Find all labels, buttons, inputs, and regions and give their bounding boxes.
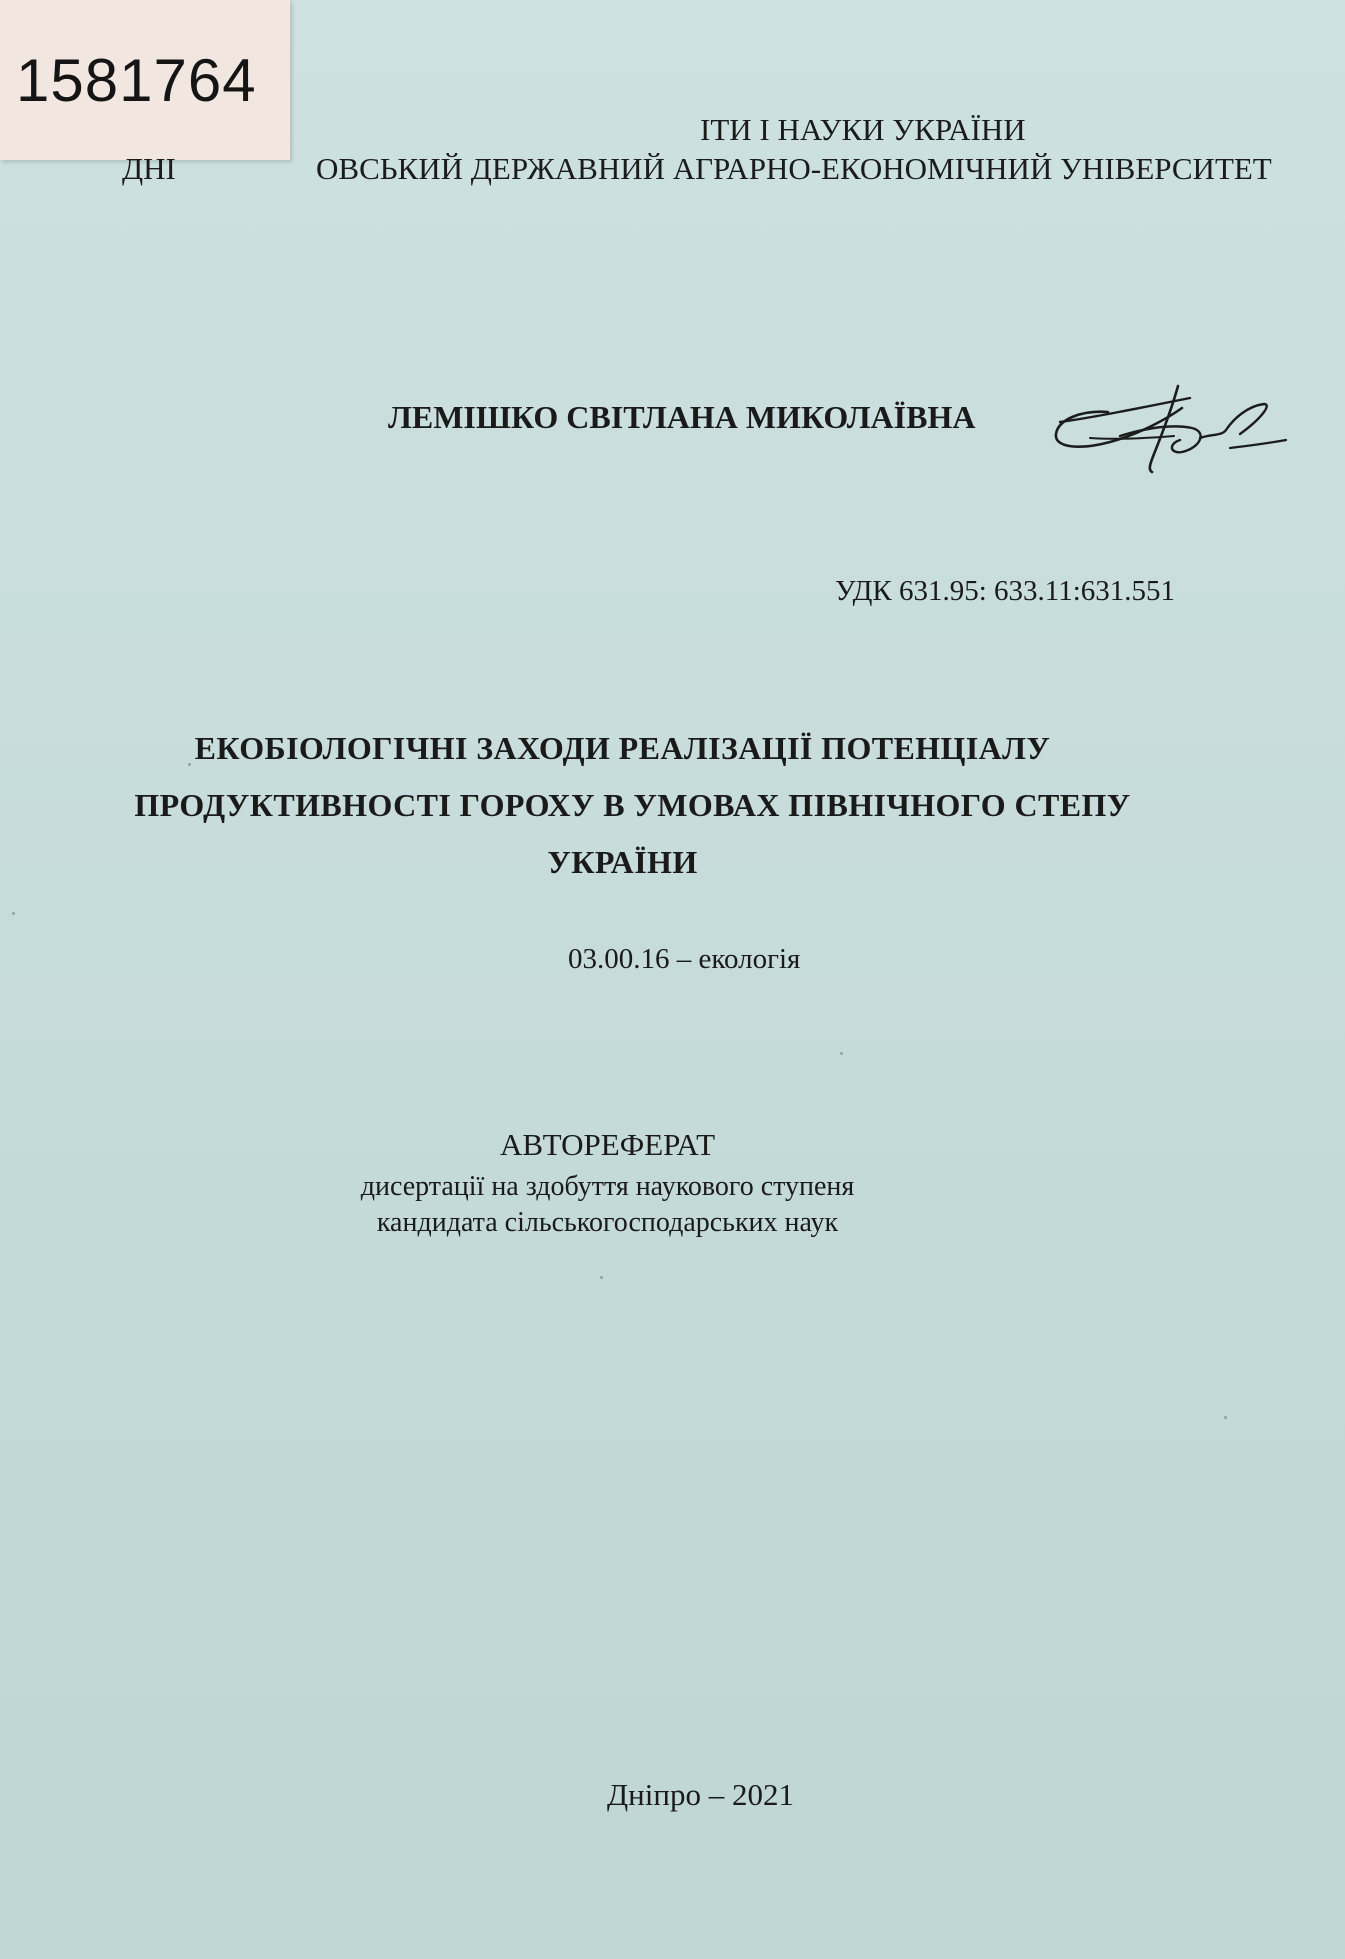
specialty-code: 03.00.16 – екологія [568,943,801,975]
ministry-header-line: ІТИ І НАУКИ УКРАЇНИ [700,112,1026,147]
dissertation-title-line-2: ПРОДУКТИВНОСТІ ГОРОХУ В УМОВАХ ПІВНІЧНОГО СТЕПУ [134,787,1131,823]
paper-speck [1224,1416,1227,1419]
abstract-heading: АВТОРЕФЕРАТ [499,1127,716,1162]
inventory-number: 1581764 [16,47,257,114]
library-sticker [0,0,290,160]
abstract-subtitle-line-2: кандидата сільськогосподарських наук [376,1207,839,1238]
dissertation-title-line-1: ЕКОБІОЛОГІЧНІ ЗАХОДИ РЕАЛІЗАЦІЇ ПОТЕНЦІАЛУ [194,730,1051,766]
dissertation-title-line-3: УКРАЇНИ [547,844,698,880]
udk-code: УДК 631.95: 633.11:631.551 [835,575,1176,607]
paper-speck [600,1276,603,1279]
author-signature [1050,378,1290,480]
author-name: ЛЕМІШКО СВІТЛАНА МИКОЛАЇВНА [388,399,976,435]
university-header-line: ОВСЬКИЙ ДЕРЖАВНИЙ АГРАРНО-ЕКОНОМІЧНИЙ УНІВЕРСИТЕТ [316,151,1272,186]
paper-speck [12,912,15,915]
university-header-left-fragment: ДНІ [122,151,176,186]
paper-speck [188,763,191,766]
city-year: Дніпро – 2021 [607,1777,794,1812]
abstract-subtitle-line-1: дисертації на здобуття наукового ступеня [360,1171,855,1202]
paper-speck [840,1052,843,1055]
